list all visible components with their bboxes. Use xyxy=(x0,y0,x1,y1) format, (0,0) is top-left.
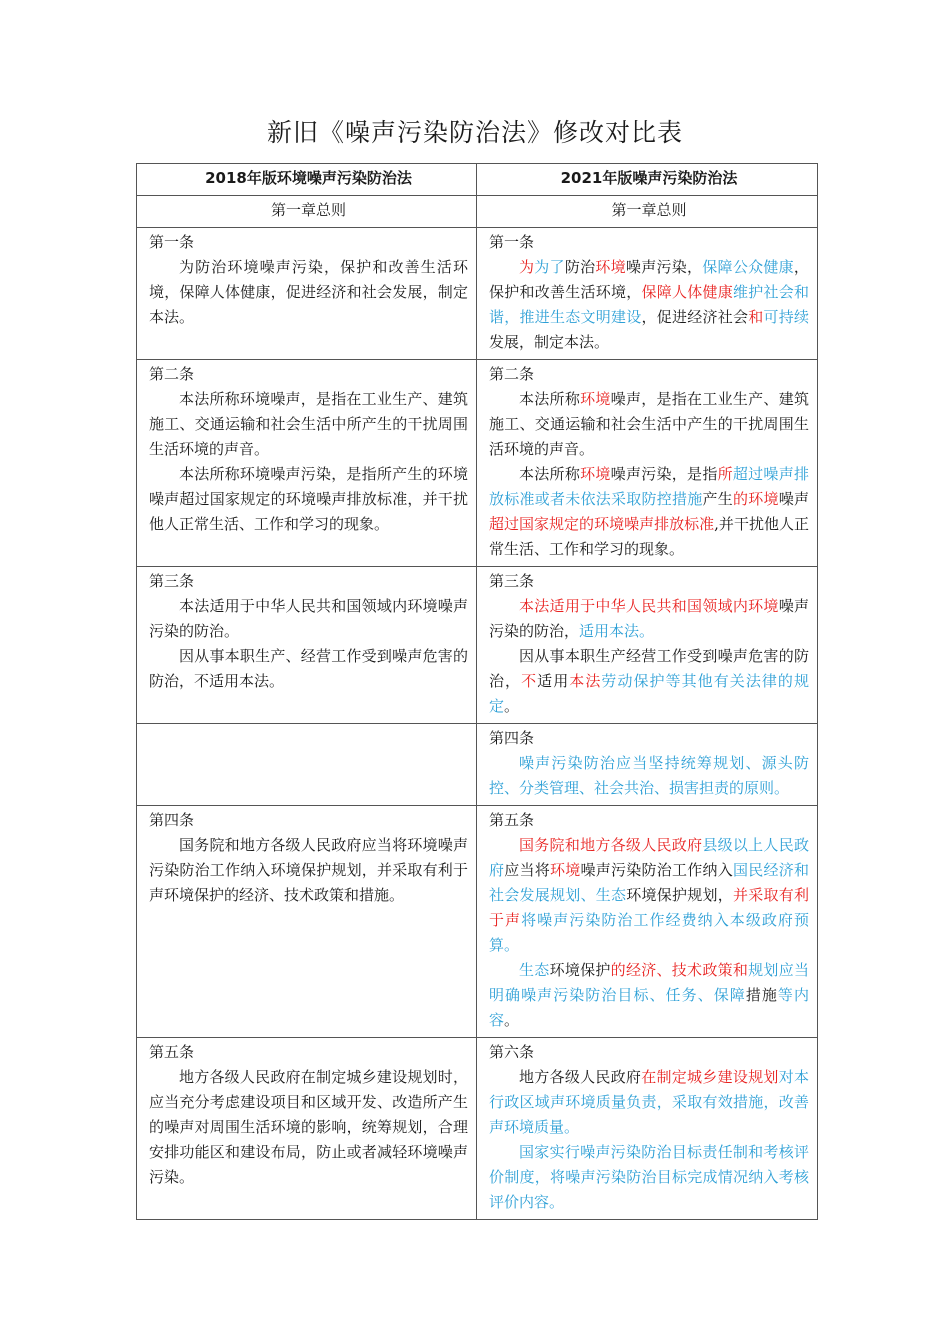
unchanged-text: 地方各级人民政府 xyxy=(519,1068,642,1086)
unchanged-text: 噪声，是指在工业生产、建筑施工、交通运输和社会生活中产生的干扰周围生活环境的声音。 xyxy=(489,390,809,458)
article-number: 第二条 xyxy=(149,365,195,383)
unchanged-text: 发展，制定本法。 xyxy=(489,333,610,351)
chapter-old: 第一章总则 xyxy=(137,196,477,228)
added-text: 劳动保护等其他有关法律的规定 xyxy=(489,672,809,715)
added-text: 为了 xyxy=(534,258,565,276)
added-text: 适用本法。 xyxy=(579,622,655,640)
comparison-table xyxy=(136,163,818,1220)
unchanged-text: 因从事本职生产、经营工作受到噪声危害的防治，不适用本法。 xyxy=(149,647,468,690)
article-paragraph xyxy=(149,387,468,462)
deleted-text: 并采取有利于声 xyxy=(489,886,809,929)
unchanged-text: 国务院和地方各级人民政府应当将环境噪声污染防治工作纳入环境保护规划，并采取有利于声环境保护的经济、技术政策和措施。 xyxy=(149,836,468,904)
unchanged-text: 。 xyxy=(504,697,520,715)
article-paragraph xyxy=(489,387,809,462)
deleted-text: 环境 xyxy=(550,861,581,879)
unchanged-text: 本法所称环境噪声，是指在工业生产、建筑施工、交通运输和社会生活中所产生的干扰周围生活环境的声音。 xyxy=(149,390,468,458)
unchanged-text: 产生 xyxy=(702,490,733,508)
article-paragraph xyxy=(489,833,809,958)
added-text: 维护社会和谐，推进生态文明建设 xyxy=(489,283,809,326)
article-row xyxy=(137,228,818,360)
unchanged-text: ,并干扰他人正常生活、工作和学习的现象。 xyxy=(489,515,809,558)
unchanged-text: ，保护和改善生活环境， xyxy=(489,258,809,301)
article-row xyxy=(137,567,818,724)
unchanged-text: 噪声污染防治工作纳入 xyxy=(580,861,733,879)
deleted-text: 超过国家规定的环境噪声排放标准 xyxy=(489,515,715,533)
unchanged-text: 地方各级人民政府在制定城乡建设规划时，应当充分考虑建设项目和区域开发、改造所产生的噪声对周围生活环境的影响，统筹规划，合理安排功能区和建设布局，防止或者减轻环境噪声污染。 xyxy=(149,1068,468,1186)
added-text: 等内容 xyxy=(489,986,809,1029)
deleted-text: 不 xyxy=(521,672,538,690)
unchanged-text: 防治 xyxy=(564,258,596,276)
article-paragraph xyxy=(489,594,809,644)
article-paragraph xyxy=(489,958,809,1033)
unchanged-text: 本法所称 xyxy=(519,390,581,408)
header-new-version: 2021年版噪声污染防治法 xyxy=(477,164,818,196)
unchanged-text: ，促进经济社会 xyxy=(641,308,749,326)
article-cell-new xyxy=(477,228,818,360)
added-text: 保障公众健康 xyxy=(702,258,794,276)
article-paragraph xyxy=(149,644,468,694)
unchanged-text: 环境保护规划， xyxy=(626,886,733,904)
unchanged-text: 本法适用于中华人民共和国领域内环境噪声污染的防治。 xyxy=(149,597,468,640)
unchanged-text: 为防治环境噪声污染，保护和改善生活环境，保障人体健康，促进经济和社会发展，制定本法。 xyxy=(149,258,468,326)
article-paragraph xyxy=(489,751,809,801)
header-old-version: 2018年版环境噪声污染防治法 xyxy=(137,164,477,196)
unchanged-text: 噪声污染， xyxy=(625,258,703,276)
article-paragraph xyxy=(489,644,809,719)
added-text: 国家实行噪声污染防治目标责任制和考核评价制度，将噪声污染防治目标完成情况纳入考核评价内容。 xyxy=(489,1143,809,1211)
chapter-new: 第一章总则 xyxy=(477,196,818,228)
article-paragraph xyxy=(149,1065,468,1190)
article-cell-old xyxy=(137,360,477,567)
article-cell-old xyxy=(137,567,477,724)
added-text: 规划应当明确噪声污染防治目标、任务、保障 xyxy=(489,961,809,1004)
article-cell-new xyxy=(477,567,818,724)
unchanged-text: 应当将 xyxy=(504,861,550,879)
added-text: 可持续 xyxy=(763,308,809,326)
added-text: 对本行政区域声环境质量负责，采取有效措施，改善声环境质量。 xyxy=(489,1068,809,1136)
unchanged-text: 本法所称环境噪声污染，是指所产生的环境噪声超过国家规定的环境噪声排放标准，并干扰他人正常生活、工作和学习的现象。 xyxy=(149,465,468,533)
article-number: 第四条 xyxy=(489,729,535,747)
article-number: 第六条 xyxy=(489,1043,535,1061)
article-cell-old xyxy=(137,228,477,360)
deleted-text: 环境 xyxy=(580,465,611,483)
deleted-text: 本法适用于中华人民共和国领域内环境 xyxy=(519,597,779,615)
article-cell-new xyxy=(477,806,818,1038)
article-paragraph xyxy=(489,1065,809,1140)
unchanged-text: 本法所称 xyxy=(519,465,581,483)
deleted-text: 在制定城乡建设规划 xyxy=(641,1068,779,1086)
unchanged-text: 因从事本职生产经营工作受到噪声危害的防治， xyxy=(489,647,809,690)
unchanged-text: 环境保护 xyxy=(549,961,611,979)
article-number: 第一条 xyxy=(149,233,195,251)
article-number: 第二条 xyxy=(489,365,535,383)
deleted-text: 所 xyxy=(717,465,733,483)
article-number: 第五条 xyxy=(149,1043,195,1061)
article-cell-old xyxy=(137,724,477,806)
article-cell-new xyxy=(477,1038,818,1220)
unchanged-text: 措施 xyxy=(745,986,778,1004)
deleted-text: 环境 xyxy=(580,390,611,408)
article-row xyxy=(137,1038,818,1220)
deleted-text: 的经济、技术政策和 xyxy=(610,961,749,979)
article-row xyxy=(137,806,818,1038)
article-number: 第一条 xyxy=(489,233,535,251)
article-paragraph xyxy=(489,462,809,562)
article-cell-new xyxy=(477,360,818,567)
article-number: 第三条 xyxy=(149,572,195,590)
article-number: 第四条 xyxy=(149,811,195,829)
article-number: 第三条 xyxy=(489,572,535,590)
article-number: 第五条 xyxy=(489,811,535,829)
article-paragraph xyxy=(489,255,809,355)
added-text: 县级以上人民政府 xyxy=(489,836,809,879)
article-row xyxy=(137,724,818,806)
unchanged-text: 。 xyxy=(504,1011,520,1029)
article-cell-old xyxy=(137,806,477,1038)
added-text: 生态 xyxy=(519,961,550,979)
article-cell-new xyxy=(477,724,818,806)
deleted-text: 国务院和地方各级人民政府 xyxy=(519,836,703,854)
document-title: 新旧《噪声污染防治法》修改对比表 xyxy=(266,118,683,147)
deleted-text: 为 xyxy=(519,258,535,276)
deleted-text: 环境 xyxy=(595,258,626,276)
deleted-text: 保障人体健康 xyxy=(641,283,733,301)
unchanged-text: 适用 xyxy=(537,672,570,690)
deleted-text: 和 xyxy=(748,308,764,326)
deleted-text: 本法 xyxy=(569,672,602,690)
article-cell-old xyxy=(137,1038,477,1220)
article-row xyxy=(137,360,818,567)
article-paragraph xyxy=(149,594,468,644)
added-text: 国民经济和社会发展规划、生态 xyxy=(489,861,809,904)
article-paragraph xyxy=(149,462,468,537)
deleted-text: 的环境 xyxy=(732,490,779,508)
added-text: 超过噪声排放标准或者未依法采取防控措施 xyxy=(489,465,809,508)
added-text: 将噪声污染防治工作经费纳入本级政府预算。 xyxy=(489,911,809,954)
header-row xyxy=(137,164,818,196)
chapter-row xyxy=(137,196,818,228)
article-paragraph xyxy=(149,833,468,908)
article-paragraph xyxy=(489,1140,809,1215)
unchanged-text: 噪声污染的防治， xyxy=(489,597,809,640)
article-paragraph xyxy=(149,255,468,330)
unchanged-text: 噪声污染，是指 xyxy=(610,465,718,483)
unchanged-text: 噪声 xyxy=(778,490,809,508)
added-text: 噪声污染防治应当坚持统筹规划、源头防控、分类管理、社会共治、损害担责的原则。 xyxy=(489,754,809,797)
